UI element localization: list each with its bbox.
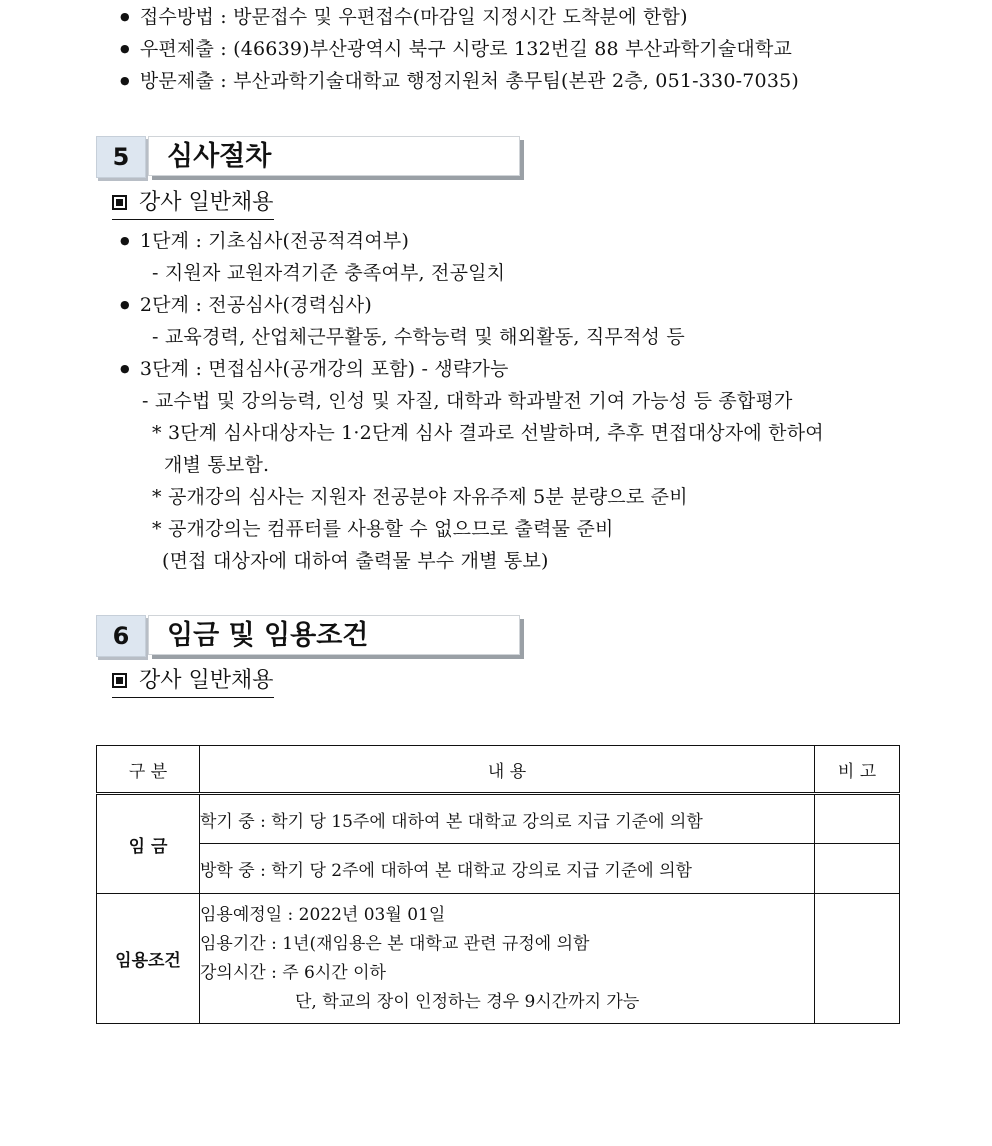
- terms-start-date: 임용예정일 : 2022년 03월 01일: [200, 904, 446, 925]
- section-6-number: 6: [96, 615, 146, 657]
- note-stage3-selection-cont: 개별 통보함.: [164, 454, 270, 476]
- wage-vacation: 방학 중 : 학기 당 2주에 대하여 본 대학교 강의로 지급 기준에 의함: [200, 844, 815, 894]
- terms-hours-exception: 단, 학교의 장이 인정하는 경우 9시간까지 가능: [295, 991, 640, 1012]
- bullet-visit-submission: ● 방문제출 : 부산과학기술대학교 행정지원처 총무팀(본관 2층, 051-330-7035): [120, 68, 799, 97]
- bullet-mail-submission: ● 우편제출 : (46639)부산광역시 북구 시랑로 132번길 88 부산과학기술대학교: [120, 36, 792, 65]
- note-open-lecture-topic: * 공개강의 심사는 지원자 전공분야 자유주제 5분 분량으로 준비: [152, 486, 688, 508]
- terms-hours: 강의시간 : 주 6시간 이하: [200, 962, 386, 983]
- terms-period: 임용기간 : 1년(재임용은 본 대학교 관련 규정에 의함: [200, 933, 590, 954]
- section-5-title: 심사절차: [148, 136, 520, 176]
- table-row: [97, 844, 900, 894]
- section-5-number: 5: [96, 136, 146, 178]
- table-row: [97, 894, 900, 1024]
- note-open-lecture-printout: * 공개강의는 컴퓨터를 사용할 수 없으므로 출력물 준비: [152, 518, 614, 540]
- table-row: [97, 794, 900, 844]
- remarks-cell: [815, 844, 900, 894]
- header-remarks: 비 고: [815, 746, 900, 794]
- stage3-detail: - 교수법 및 강의능력, 인성 및 자질, 대학과 학과발전 기여 가능성 등 종합평가: [142, 390, 793, 412]
- wage-conditions-table: [96, 745, 900, 1024]
- stage1-detail: - 지원자 교원자격기준 충족여부, 전공일치: [152, 262, 506, 284]
- section-6-subheading: 강사 일반채용: [112, 666, 274, 698]
- terms-label: 임용조건: [97, 894, 200, 1024]
- note-printout-notice: (면접 대상자에 대하여 출력물 부수 개별 통보): [162, 550, 549, 572]
- square-bullet-icon: [112, 195, 127, 210]
- header-category: 구 분: [97, 746, 200, 794]
- note-stage3-selection: * 3단계 심사대상자는 1·2단계 심사 결과로 선발하며, 추후 면접대상자에 한하여: [152, 422, 824, 444]
- section-5-subheading: 강사 일반채용: [112, 188, 274, 220]
- stage2-line: ● 2단계 : 전공심사(경력심사): [120, 292, 372, 321]
- terms-content: [200, 894, 815, 1024]
- stage1-line: ● 1단계 : 기초심사(전공적격여부): [120, 228, 409, 257]
- header-content: 내 용: [200, 746, 815, 794]
- stage2-detail: - 교육경력, 산업체근무활동, 수학능력 및 해외활동, 직무적성 등: [152, 326, 685, 348]
- wage-semester: 학기 중 : 학기 당 15주에 대하여 본 대학교 강의로 지급 기준에 의함: [200, 794, 815, 844]
- wage-label: 임 금: [97, 794, 200, 894]
- table-header-row: [97, 746, 900, 794]
- remarks-cell: [815, 794, 900, 844]
- square-bullet-icon: [112, 673, 127, 688]
- remarks-cell: [815, 894, 900, 1024]
- section-6-title: 임금 및 임용조건: [148, 615, 520, 655]
- stage3-line: ● 3단계 : 면접심사(공개강의 포함) - 생략가능: [120, 356, 509, 385]
- bullet-submission-method: ● 접수방법 : 방문접수 및 우편접수(마감일 지정시간 도착분에 한함): [120, 4, 688, 33]
